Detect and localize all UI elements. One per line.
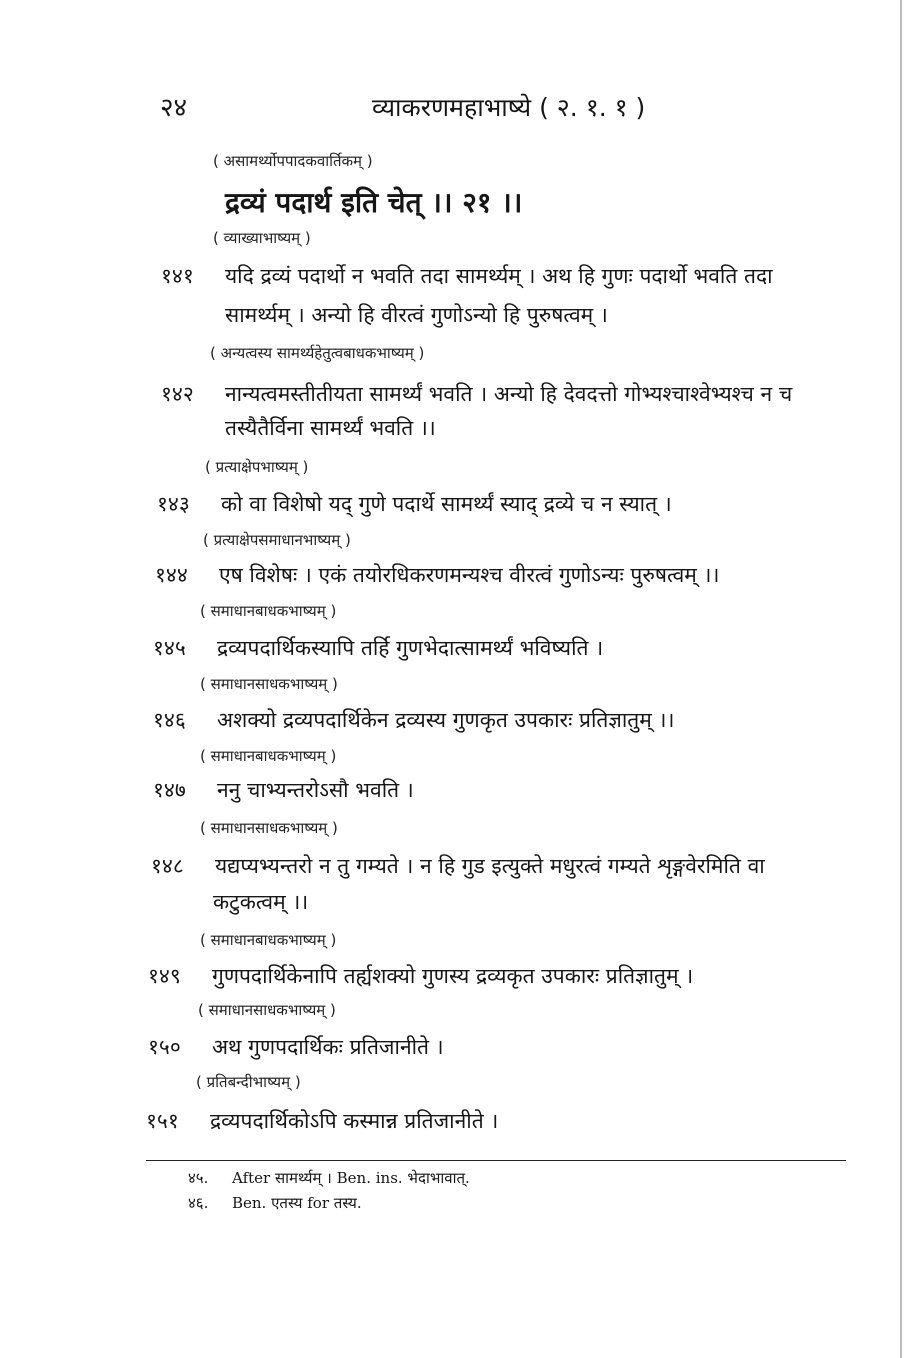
sutra-line	[157, 490, 672, 518]
sutra-line	[153, 706, 674, 734]
sutra-line	[155, 561, 719, 589]
sutra-line	[153, 634, 603, 662]
page-number: २४	[160, 93, 188, 123]
page-edge	[900, 0, 902, 1358]
section-label: ( प्रत्याक्षेपभाष्यम् )	[205, 458, 309, 476]
sutra-number: १४६	[153, 708, 186, 732]
section-label: ( समाधानसाधकभाष्यम् )	[200, 675, 338, 693]
sutra-number: १५०	[148, 1035, 181, 1059]
footnote-number: ४५.	[188, 1169, 209, 1187]
sutra-line	[146, 1107, 498, 1135]
sutra-text: को वा विशेषो यद् गुणे पदार्थे सामर्थ्यं स्याद् द्रव्ये च न स्यात् ।	[221, 492, 672, 516]
section-label: ( समाधानबाधकभाष्यम् )	[200, 931, 337, 949]
footnote-text: Ben. एतस्य for तस्य.	[232, 1194, 362, 1212]
sutra-text: नान्यत्वमस्तीतीयता सामर्थ्यं भवति । अन्यो हि देवदत्तो गोभ्यश्चाश्वेभ्यश्च न च	[225, 382, 793, 406]
sutra-number: १४७	[153, 778, 186, 802]
sutra-number: १५१	[146, 1109, 179, 1133]
vartika-label: ( असामर्थ्योपपादकवार्तिकम् )	[213, 152, 373, 170]
sutra-text: गुणपदार्थिकेनापि तर्ह्यशक्यो गुणस्य द्रव्यकृत उपकारः प्रतिज्ञातुम् ।	[212, 964, 694, 988]
section-label: ( समाधानसाधकभाष्यम् )	[198, 1001, 336, 1019]
sutra-line	[161, 380, 792, 408]
sutra-number: १४२	[161, 382, 194, 406]
footnote	[188, 1168, 470, 1188]
section-label: ( अन्यत्वस्य सामर्थ्यहेतुत्वबाधकभाष्यम् )	[210, 344, 425, 362]
sutra-text: एष विशेषः । एकं तयोरधिकरणमन्यश्च वीरत्वं गुणोऽन्यः पुरुषत्वम् ।।	[219, 563, 720, 587]
sutra-text: द्रव्यपदार्थिकोऽपि कस्मान्न प्रतिजानीते ।	[210, 1109, 499, 1133]
sutra-line	[161, 262, 773, 290]
footnote-divider	[146, 1160, 846, 1161]
sutra-number: १४५	[153, 636, 186, 660]
sutra-continuation: तस्यैतैर्विना सामर्थ्यं भवति ।।	[225, 416, 436, 440]
footnote	[188, 1193, 362, 1213]
sutra-line	[153, 776, 414, 804]
sutra-text: यदि द्रव्यं पदार्थो न भवति तदा सामर्थ्यम् । अथ हि गुणः पदार्थो भवति तदा	[225, 264, 773, 288]
sutra-number: १४९	[148, 964, 181, 988]
sutra-text: यद्यप्यभ्यन्तरो न तु गम्यते । न हि गुड इत्युक्ते मधुरत्वं गम्यते शृङ्गवेरमिति वा	[215, 854, 765, 878]
sutra-number: १४८	[151, 854, 184, 878]
section-label: ( व्याख्याभाष्यम् )	[213, 229, 311, 247]
sutra-text: अशक्यो द्रव्यपदार्थिकेन द्रव्यस्य गुणकृत उपकारः प्रतिज्ञातुम् ।।	[217, 708, 675, 732]
footnote-text: After सामर्थ्यम् । Ben. ins. भेदाभावात्.	[232, 1169, 470, 1187]
sutra-line	[148, 1033, 444, 1061]
sutra-number: १४३	[157, 492, 190, 516]
running-title: व्याकरणमहाभाष्ये ( २. १. १ )	[372, 93, 646, 122]
footnote-number: ४६.	[188, 1194, 209, 1212]
sutra-text: अथ गुणपदार्थिकः प्रतिजानीते ।	[212, 1035, 444, 1059]
sutra-line	[148, 962, 693, 990]
section-label: ( समाधानसाधकभाष्यम् )	[200, 819, 338, 837]
sutra-continuation: कटुकत्वम् ।।	[213, 890, 309, 914]
vartika-text: द्रव्यं पदार्थ इति चेत् ।। २१ ।।	[225, 186, 523, 219]
sutra-continuation: सामर्थ्यम् । अन्यो हि वीरत्वं गुणोऽन्यो हि पुरुषत्वम् ।	[225, 303, 608, 327]
sutra-text: ननु चाभ्यन्तरोऽसौ भवति ।	[217, 778, 414, 802]
section-label: ( प्रत्याक्षेपसमाधानभाष्यम् )	[203, 531, 351, 549]
section-label: ( समाधानबाधकभाष्यम् )	[200, 747, 337, 765]
sutra-text: द्रव्यपदार्थिकस्यापि तर्हि गुणभेदात्सामर्थ्यं भविष्यति ।	[217, 636, 604, 660]
sutra-number: १४४	[155, 563, 188, 587]
sutra-line	[151, 852, 765, 880]
section-label: ( प्रतिबन्दीभाष्यम् )	[196, 1073, 301, 1091]
section-label: ( समाधानबाधकभाष्यम् )	[200, 602, 337, 620]
sutra-number: १४१	[161, 264, 194, 288]
